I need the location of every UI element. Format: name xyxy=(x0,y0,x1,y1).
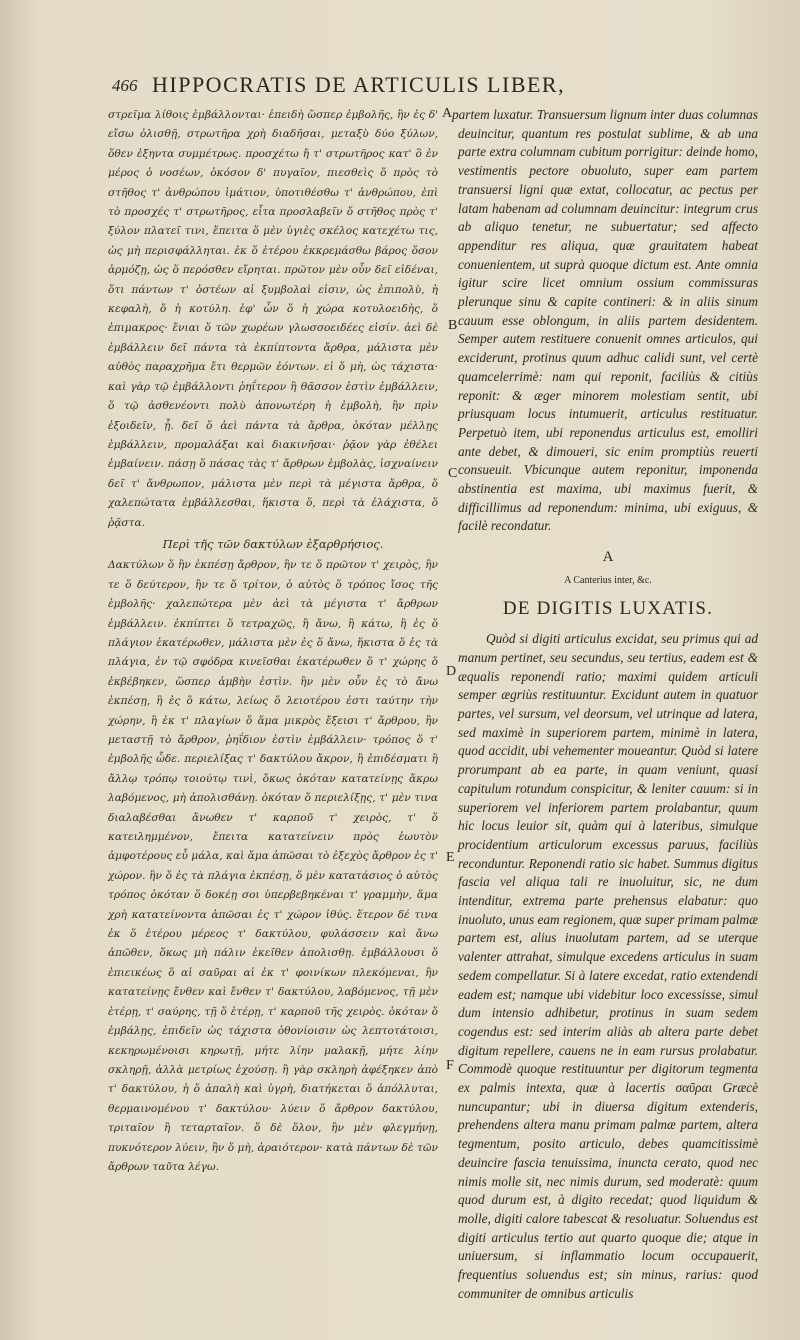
greek-paragraph: Δακτύλων ὅ ἢν ἐκπέσῃ ἄρθρον, ἢν τε ὅ πρῶτον τ' χειρὸς, ἢν τε ὅ δεύτερον, ἢν τε ὅ τρίτον, ὁ αὐτὸς ὅ τρόπος ἴσος τῆς ἐμβολῆς· χαλεπώτερα μὲν ἀεὶ τὰ μέγιστα τ' ἄρθρων ἐμβάλλειν. ἐκπίπτει ὅ τετραχῶς, ἢ ἄνω, ἢ κάτω, ἢ ἐς ὅ πλάγιον ἑκατέρωθεν, μάλιστα μὲν ἐς ὅ ἄνω, ἥκιστα ὅ ἐς τὰ πλάγια, ἐν τῷ σφόδρα κινεῖσθαι ἑκατέρωθεν ὅ τ' χώρης ὅ ἐκβέβηκεν, ὥσπερ ἀμβὴν ἐστὶν. ἢν μὲν οὖν ἐς τὸ ἄνω ἐκπέσῃ, ἢ ἐς ὅ κάτω, λείως ὅ λειοτέρου ἐστι ταύτην τὴν χώρην, ἢ ἐκ τ' πλαγίων ὅ ἅμα μικρὸς ἔξεισι τ' ἄρθρου, ἢν μεταστῇ τὸ ἄρθρον, ῥηΐδιον ἐστὶν ἐμβάλλειν· τρόπος ὅ τ' ἐμβολῆς ὧδε. περιελίξας τ' δακτύλου ἄκρον, ἢ ἐπιδέσματι ἢ ἄλλῳ τρόπῳ τοιούτῳ τινὶ, ὅκως ὁκόταν κατατείνῃς ἄκρω λαβόμενος, μὴ ἀπολισθάνῃ. ὁκόταν ὅ περιελίξῃς, τ' μὲν τινα διαλαβέσθαι ἄνωθεν τ' καρποῦ τ' χειρὸς, τ' ὅ κατειλημμένον, ἔπειτα κατατείνειν πρὸς ἑωυτὸν ἀμφοτέρους εὖ μάλα, καὶ ἅμα ἀπῶσαι τὸ ἐξεχὸς ἄρθρον ἐς τ' χώρον. ἢν ὅ ἐς τὰ πλάγια ἐκπέσῃ, ὅ μὲν κατατάσιος ὁ αὐτὸς τρόπος ὁκόταν ὅ δοκέῃ σοι ὑπερβεβηκέναι τ' γραμμὴν, ἅμα χρὴ κατατείνοντα ἀπῶσαι ἐς τ' χώρον ἰθύς. ἕτερον δέ τινα ἐκ ὅ ἑτέρου μέρεος τ' δακτύλου, φυλάσσειν καὶ ἄνω ἀπῶθεν, ὅκως μὴ πάλιν ἐκεῖθεν ἀπολισθῃ. ἐμβάλλουσι ὅ ἐπιεικέως ὅ αἱ σαῦραι αἱ ἐκ τ' φοινίκων πλεκόμεναι, ἢν κατατείνῃς ἔνθεν καὶ ἔνθεν τ' δακτύλου, λαβόμενος, τῇ μὲν ἑτέρῃ, τ' σαύρης, τῇ ὅ ἑτέρῃ, τ' καρποῦ τῆς χειρὸς. ὁκόταν ὅ ἐμβάλῃς, ἐπιδεῖν ὡς τάχιστα ὀθονίοισιν ὡς λεπτοτάτοισι, κεκηρωμένοισι κηρωτῇ, μήτε λίην μαλακῇ, μήτε λίην σκληρῇ, ἀλλὰ μετρίως ἐχούσῃ. ἢ γὰρ σκληρὴ ἀφέξηκεν ἀπὸ τ' δακτύλου, ἡ ὅ ἁπαλὴ καὶ ὑγρὴ, διατήκεται ὅ ἀπόλλυται, θερμαινομένου τ' δακτύλου· λύειν ὅ ἄρθρον δακτύλου, τριταῖον ἢ τεταρταῖον. ὅ δὲ ὅλον, ἢν μὲν φλεγμήνῃ, πυκνότερον λύειν, ἢν ὅ μὴ, ἀραιότερον· κατὰ πάντων δὲ τῶν ἄρθρων ταῦτα λέγω. xyxy=(108,559,438,1173)
margin-marker-c: C xyxy=(448,466,458,481)
latin-column xyxy=(452,106,758,1303)
margin-marker-b: B xyxy=(448,318,458,333)
greek-section-heading: Περὶ τῆς τῶν δακτύλων ἐξαρθρήσιος. xyxy=(162,536,384,551)
margin-marker-f: F xyxy=(446,1058,454,1073)
margin-marker-a: A xyxy=(442,106,453,121)
running-title: HIPPOCRATIS DE ARTICULIS LIBER, xyxy=(152,72,566,97)
greek-paragraph: στρεῖμα λίθοις ἐμβάλλονται· ἐπειδὴ ὥσπερ ἐμβολῆς, ἢν ἐς δ' εἴσω ὀλισθῇ, στρωτῆρα χρὴ διαδῆσαι, μεταξὺ δύο ξύλων, ὅθεν ἐξηντα συμμέτρως. προσχέτω ἤ τ' στρωτῆρος κατ' ὃ ἐν μέρος ὁ νοσέων, ὁκόσον δ' πυγαῖον, πιεσθεὶς ὅ πρὸς τὸ στῆθος τ' ἀνθρώπου ἱμάτιον, ὑποτιθέσθω τ' ἀνθρώπου, ἐπὶ τὸ προσχές τ' στρωτῆρος, εἶτα προσλαβεῖν ὅ στῆθος πρὸς τ' ξύλον πλατεῖ τινι, ἔπειτα ὅ μὲν ὑγιὲς σκέλος κατεχέτω τις, ὡς μὴ περισφάλληται. ἐκ ὅ ἑτέρου ἐκκρεμάσθω βάρος ὅσον ἁρμόζῃ, ὡς ὅ περόσθεν εἴρηται. πρῶτον μὲν οὖν δεῖ εἰδέναι, ὅτι πάντων τ' ὀστέων αἱ ξυμβολαὶ εἰσιν, ὡς ἐπιπολὺ, ἡ κεφαλὴ, ὅ ἡ κοτύλη. ἐφ' ὧν ὅ ἡ χώρα κοτυλοειδὴς, ὅ ἐπιμακρος· ἔνιαι ὅ τῶν χωρέων γλωσσοειδέες εἰσίν. ἀεὶ δὲ ἐμβάλλειν δεῖ πάντα τὰ ἐκπίπτοντα ἄρθρα, μάλιστα μὲν αὐθὸς παραχρῆμα ἔτι θερμῶν ἐόντων. εἰ ὅ μὴ, ὡς τάχιστα· καὶ γὰρ τῷ ἐμβάλλοντι ῥηΐτερον ἢ θᾶσσον ἐστὶν ἐμβάλλειν, ὅ τῷ ἀσθενέοντι πολὺ ἀπονωτέρη ἡ ἐμβολὴ, ἢν πρὶν ἐξοιδεῖν, ᾖ. δεῖ ὅ ἀεὶ πάντα τὰ ἄρθρα, ὁκόταν μέλλῃς ἐμβάλλειν, προμαλάξαι καὶ διακινῆσαι· ῥᾷον γὰρ ἐθέλει ἐμβαίνειν. πάσῃ ὅ πάσας τὰς τ' ἄρθρων ἐμβολὰς, ἰσχναίνειν δεῖ τ' ἄνθρωπον, μάλιστα μὲν περὶ τὰ μέγιστα ἄρθρα, ὅ χαλεπώτατα ἐμβάλλεσθαι, ἥκιστα ὅ, περὶ τὰ ἐλάχιστα, ὅ ῥᾷστα. xyxy=(108,109,438,529)
margin-marker-d: D xyxy=(446,664,457,679)
footnote-letter: A xyxy=(602,549,614,566)
margin-marker-e: E xyxy=(446,850,455,865)
page-number: 466 xyxy=(112,76,138,95)
footnote-text: A Canterius inter, &c. xyxy=(564,575,652,587)
latin-paragraph: Quòd si digiti articulus excidat, seu primus qui ad manum pertinet, seu secundus, seu tertius, eadem est & æqualis reponendi ratio; maximi quidem articuli semper ægriùs restituuntur. Excidunt autem in quatuor partes, vel sursum, vel deorsum, vel utrinque ad latera, sed maximè in superiorem partem, minimè in latera, quod accidit, ubi vehementer moueantur. Quòd si latere prorumpant ab ea parte, in quam veniunt, quasi capitulum rotundum conspicitur, & leniter cauum: si in superiorem vel inferiorem partem prolabantur, quum hic locus leuior sit, quàm qui à lateribus, simulque procidentium articulorum excessus paruus, faciliùs reconduntur. Reponendi ratio sic habet. Summus digitus fascia vel aliqua tali re inuoluitur, sic, ne dum intenditur, extrema parte prehensus elabatur: quo inuoluto, unus eam regionem, quæ super primam palmæ partem est, alius inuolutam partem, ad se uterque valenter attrahat, simulque excedens articulus in suam sedem compellatur. Si à latere excedat, ratio extendendi eadem est; namque ubi videbitur loco excessisse, simul dum intensio adhibetur, protinus in suam sedem cogendus est: sed interim aliàs ab altera parte debet digitum repellere, cauens ne in eam rursus prolabatur. Commodè quoque restituuntur per digitorum tegmenta ex palmis intexta, quæ à lacertis σαῦραι Græcè nuncupantur; ubi in diuersa digitum extenderis, prehendens altera manu primam palmæ partem, altera tegmentum, posito articulo, debes quamcitissimè deuincire fascia tenuissima, inuncta cerato, quod nec nimis molle sit, nec nimis durum, sed moderatè: quum quod durum est, à digito recedat; quod liquidum & molle, digiti calore tabescat & resoluatur. Soluendus est digiti articulus tertio aut quarto quoque die; atque in uniuersum, si inflammatio locum occupauerit, frequentius soluendus est; sin minus, rarius: quod communiter de omnibus articulis xyxy=(458,631,758,1301)
chapter-title: DE DIGITIS LUXATIS. xyxy=(502,598,714,620)
greek-column xyxy=(108,106,438,1177)
latin-paragraph: partem luxatur. Transuersum lignum inter duas columnas deuincitur, quantum res postulat sublime, & ab una parte extra columnam cubitum porrigitur: deinde homo, vestimentis pectore obuoluto, super eam partem transuersi ligni quæ extat, collocatur, ac pectus per latam habenam ad columnam deuincitur: integrum crus ab aliquo tenetur, ne subuertatur; sed affecto appenditur res aliqua, quæ grauitatem habeat conuenientem, ut suprà quoque dictum est. Ante omnia igitur scire licet omnium ossium commissuras plerunque sinu & capite contineri: & in aliis sinum cauum esse oblongum, in aliis partem desidentem. Semper autem restituere conuenit omnes articulos, qui exciderunt, protinus quum adhuc calidi sunt, vel certè quamcelerrimè: nam qui reponit, faciliùs & citiùs reponit: & æger minorem molestiam sentit, ubi priusquam locus intumuerit, articulus restituatur. Perpetuò item, ubi reponendus articulus est, emolliri ante debet, & dimoueri, sic enim promptiùs reuerti consueuit. Vbicunque autem reponitur, imponenda abstinentia est maxima, ubi maximus fuerit, & difficillimus ad reponendum: minima, ubi exiguus, & facilè recondatur. xyxy=(452,107,758,534)
